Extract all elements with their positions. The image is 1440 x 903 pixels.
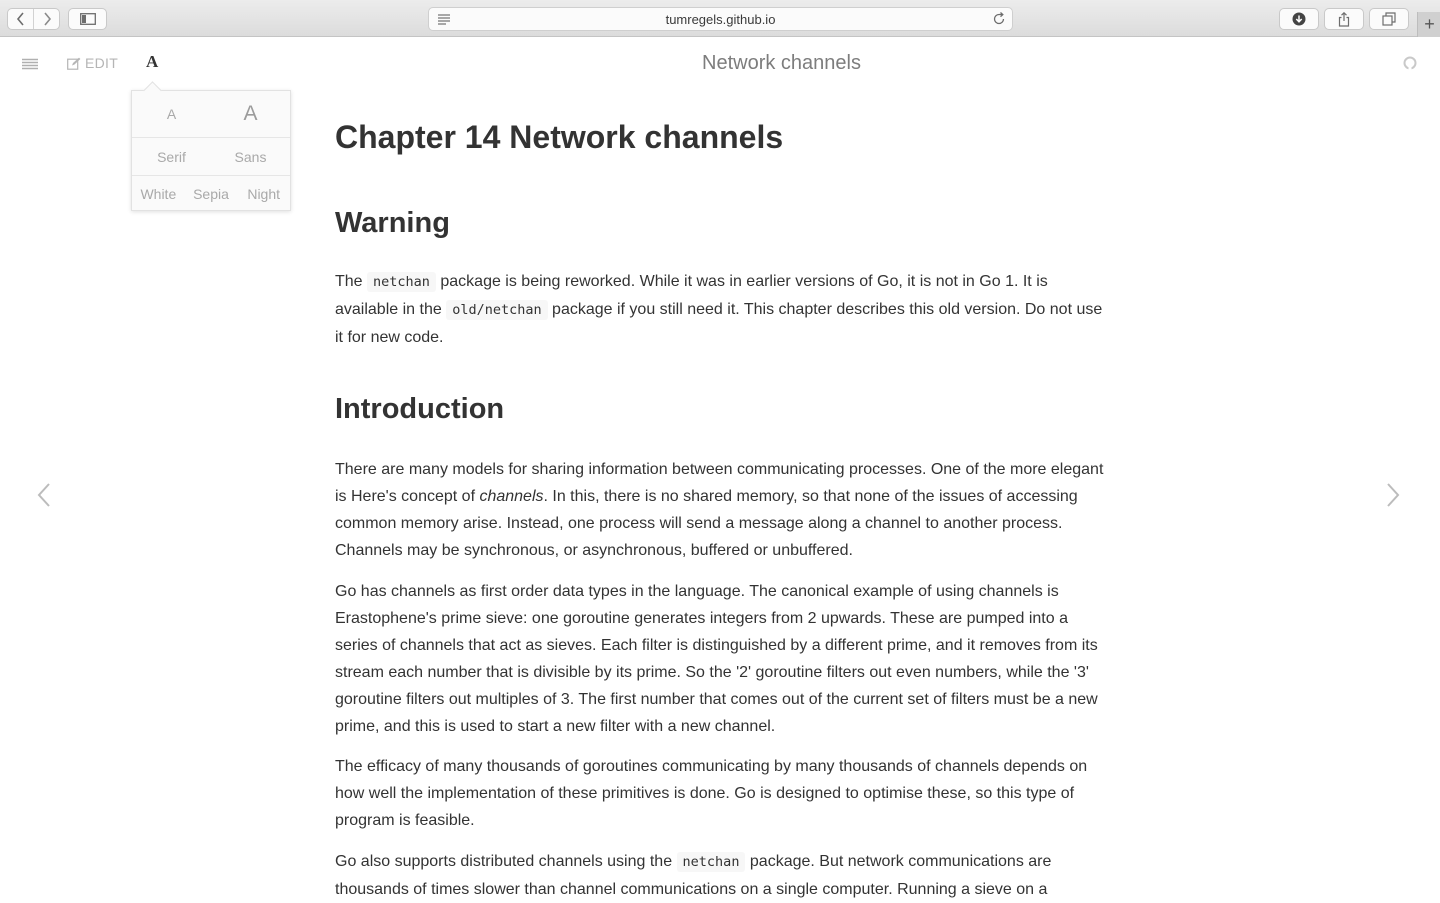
font-size-enlarge-button[interactable]: A: [243, 102, 258, 125]
text-run: package if you still need it. This chapter describes this old version. Do not use it for new code.: [335, 301, 1103, 346]
share-button[interactable]: [1324, 8, 1364, 30]
font-size-reduce-button[interactable]: A: [166, 106, 177, 122]
intro-paragraph-3: The efficacy of many thousands of goroutines communicating by many thousands of channels depends on how well the implementation of these primitives is done. Go is designed to optimise these, so this type of program is feasible.: [335, 758, 1088, 829]
warning-paragraph: [335, 268, 1107, 351]
forward-button[interactable]: [33, 9, 59, 29]
text-run: The: [335, 273, 368, 290]
text-run: . In this, there is no shared memory, so that none of the issues of accessing common memory arise. Instead, one process will send a message along a channel to another process. Channels may be synchronous, or asynchronous, buffered or unbuffered.: [335, 488, 1078, 559]
font-family-sans-button[interactable]: Sans: [234, 148, 267, 165]
chevron-right-icon: [1385, 482, 1401, 508]
tabs-overview-button[interactable]: [1369, 8, 1409, 30]
theme-night-button[interactable]: Night: [247, 186, 281, 202]
text-run: There are many models for sharing information between communicating processes. One of the more elegant is Here's concept of: [335, 461, 1104, 505]
download-icon: [1292, 12, 1306, 26]
font-family-serif-button[interactable]: Serif: [157, 148, 186, 165]
sidebar-icon: [80, 13, 96, 25]
intro-paragraph-1: [335, 456, 1107, 564]
github-icon: [1403, 56, 1417, 70]
theme-sepia-button[interactable]: Sepia: [193, 186, 229, 202]
emphasis: channels: [479, 488, 544, 505]
next-page-button[interactable]: [1385, 482, 1401, 513]
book-title: Network channels: [702, 52, 861, 74]
font-icon: A: [146, 52, 159, 71]
book-header: [0, 37, 1440, 89]
reload-icon[interactable]: [992, 12, 1006, 26]
font-family-row: [132, 138, 290, 176]
theme-white-button[interactable]: White: [140, 186, 177, 202]
theme-row: [132, 176, 290, 212]
sidebar-toggle-button[interactable]: [68, 8, 107, 30]
chevron-left-icon: [36, 482, 52, 508]
warning-heading: Warning: [335, 207, 450, 239]
intro-paragraph-4: [335, 848, 1107, 903]
plus-icon: +: [1424, 14, 1435, 34]
chapter-title: Chapter 14 Network channels: [335, 119, 784, 155]
address-bar[interactable]: [428, 7, 1013, 31]
chevron-left-icon: [16, 12, 26, 26]
introduction-heading: Introduction: [335, 393, 505, 425]
previous-page-button[interactable]: [36, 482, 52, 513]
url-text: tumregels.github.io: [665, 11, 776, 27]
browser-toolbar: [0, 0, 1440, 37]
chevron-right-icon: [42, 12, 52, 26]
back-button[interactable]: [8, 9, 33, 29]
intro-paragraph-2: Go has channels as first order data types in the language. The canonical example of using channels is Erastophene's prime sieve: one goroutine generates integers from 2 upwards. These are pumped into a series of channels that act as sieves. Each filter is distinguished by a different prime, and it removes from its stream each number that is divisible by its prime. So the '2' goroutine filters out even numbers, while the '3' goroutine filters out multiples of 3. The first number that comes out of the current set of filters must be a new prime, and this is used to start a new filter with a new channel.: [335, 583, 1098, 735]
share-icon: [1337, 12, 1351, 27]
new-tab-button[interactable]: [1417, 12, 1440, 37]
github-button[interactable]: [1403, 56, 1417, 75]
inline-code: old/netchan: [446, 300, 547, 320]
reader-lines-icon[interactable]: [437, 13, 451, 25]
edit-label: EDIT: [85, 55, 119, 71]
text-run: Go also supports distributed channels using the: [335, 853, 677, 870]
text-run: package. But network communications are thousands of times slower than channel communications on a single computer. Running a sieve on a: [335, 853, 1052, 898]
downloads-button[interactable]: [1279, 8, 1319, 30]
text-run: package is being reworked. While it was in earlier versions of Go, it is not in Go 1. It is available in the: [335, 273, 1048, 318]
inline-code: netchan: [367, 272, 436, 292]
font-size-row: [132, 91, 290, 138]
font-settings-dropdown: [131, 90, 291, 211]
history-nav: [7, 8, 60, 30]
inline-code: netchan: [677, 852, 746, 872]
tabs-overview-icon: [1382, 12, 1396, 26]
